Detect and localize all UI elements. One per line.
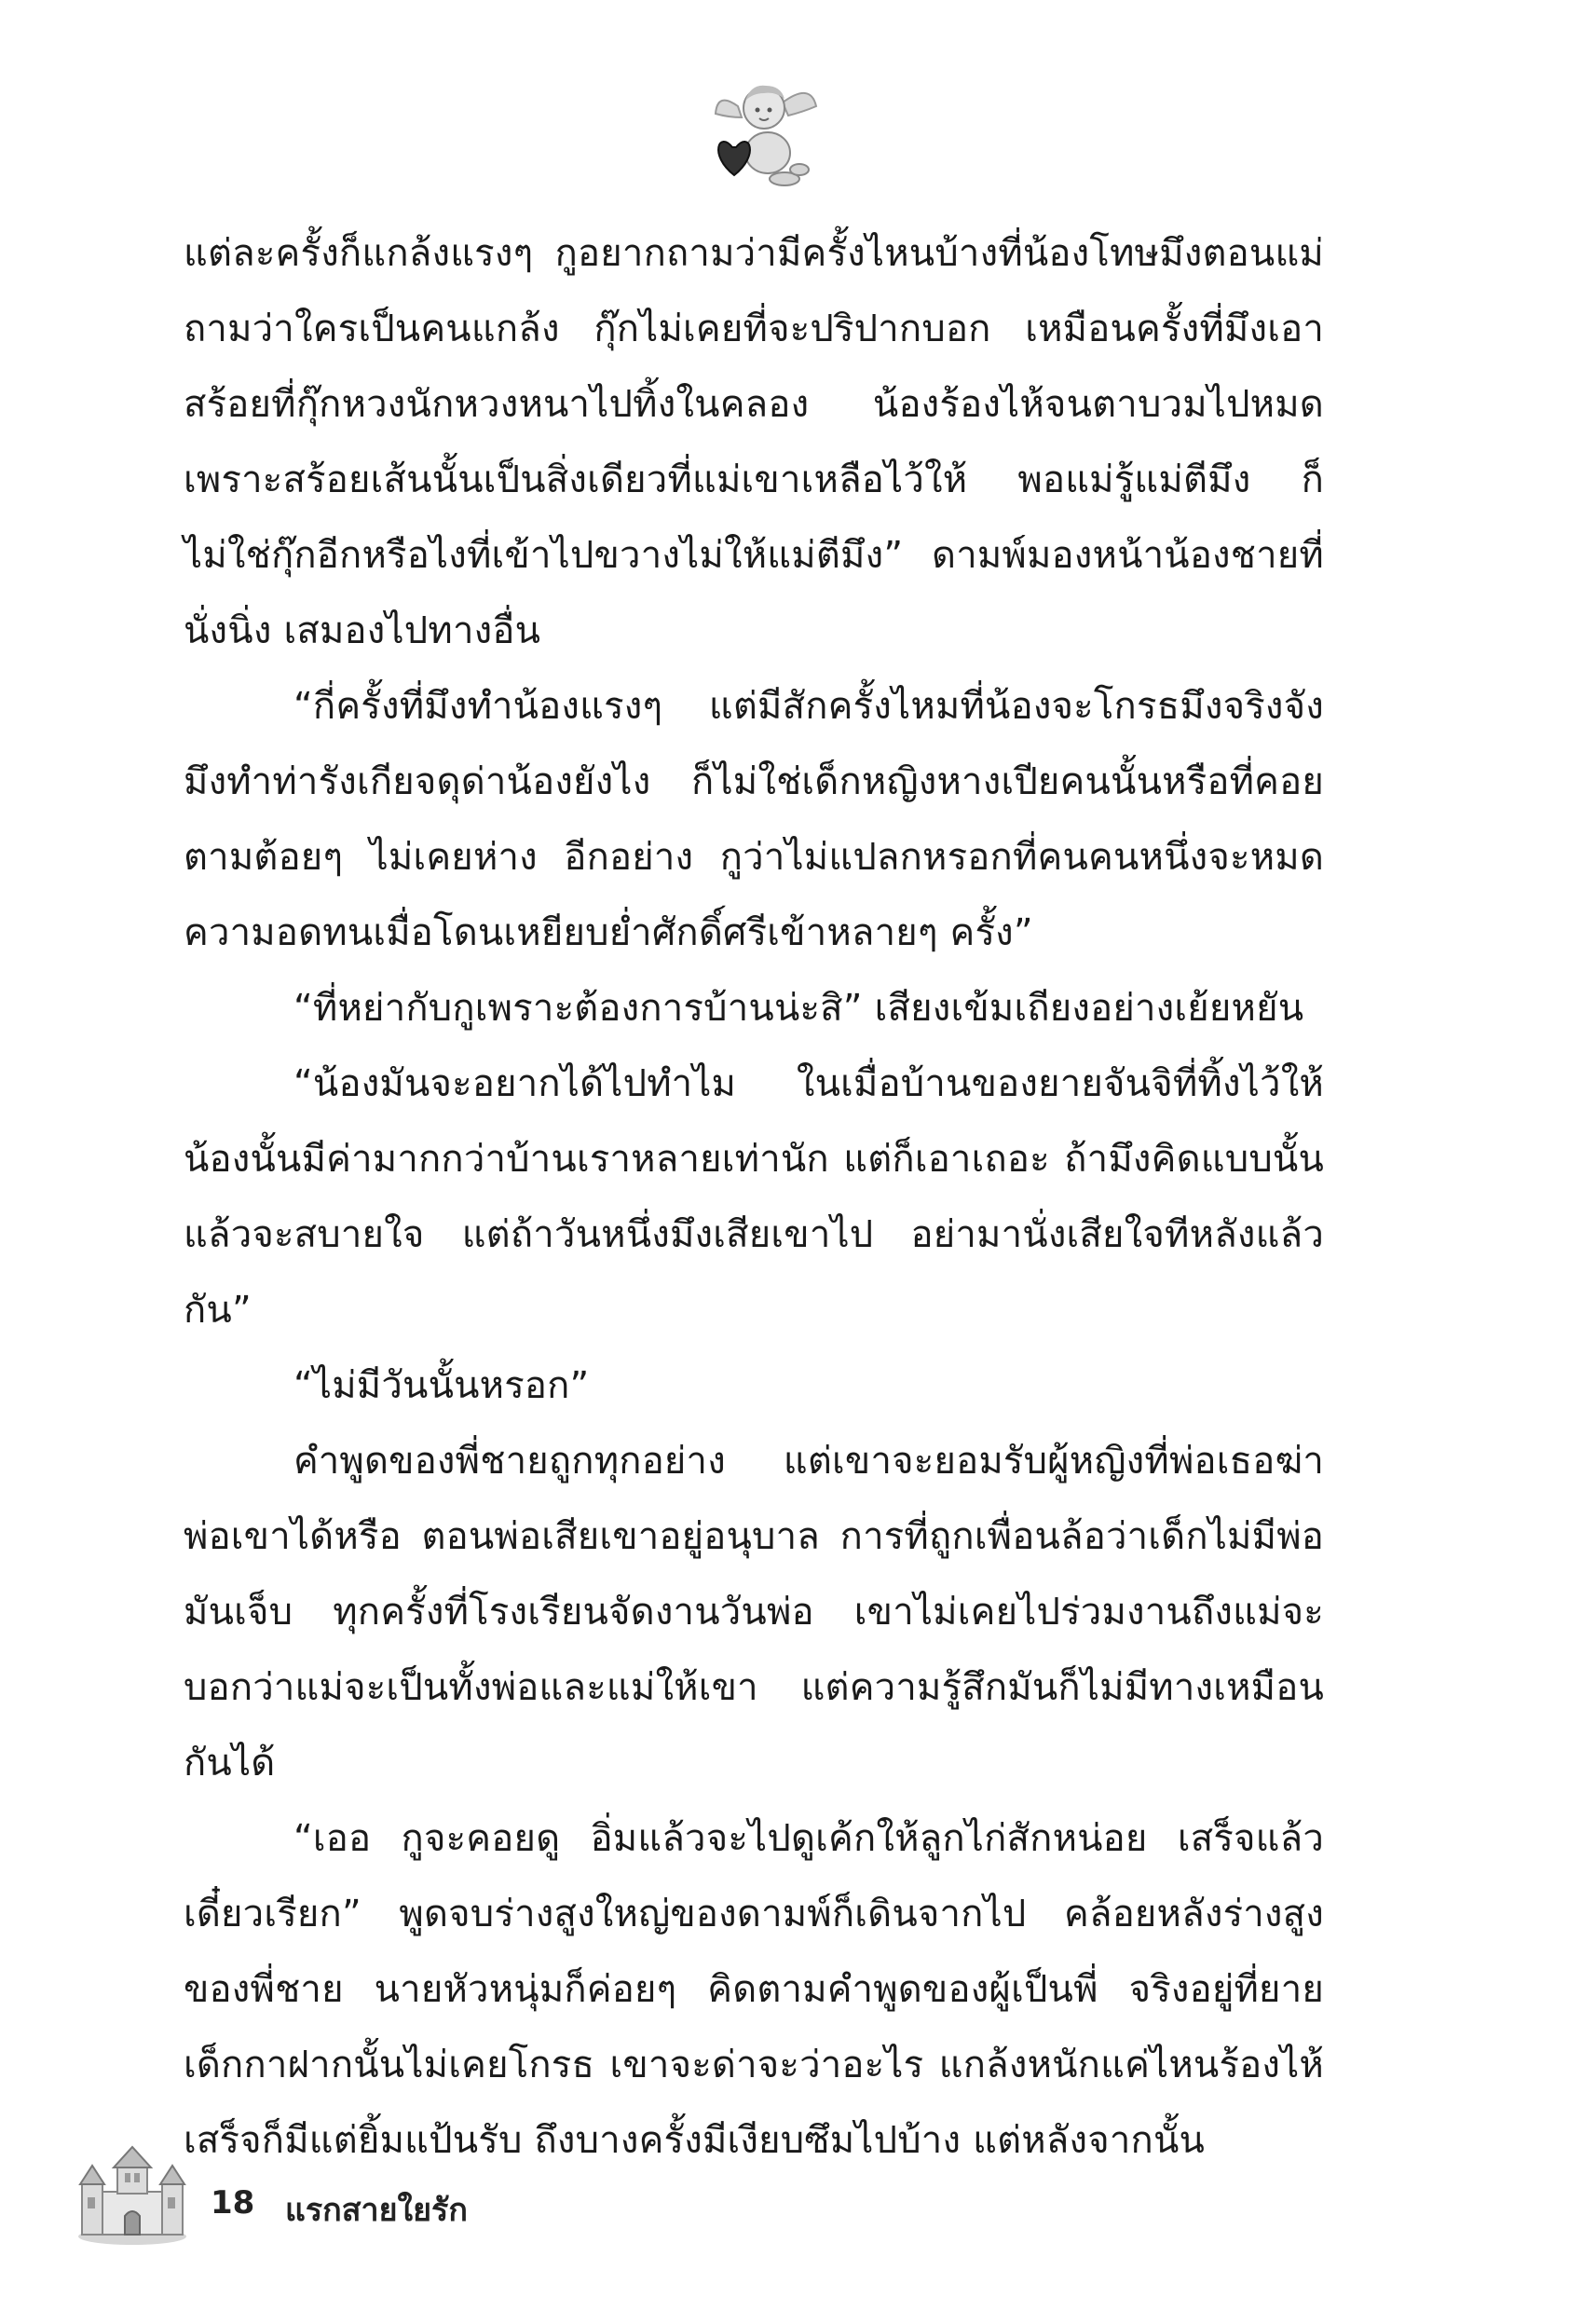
- cupid-heart-icon: [710, 75, 822, 191]
- castle-icon: [75, 2143, 191, 2246]
- paragraph: คำพูดของพี่ชายถูกทุกอย่าง แต่เขาจะยอมรับผู้หญิงที่พ่อเธอฆ่าพ่อเขาได้หรือ ตอนพ่อเสียเขาอยู่อนุบาล การที่ถูกเพื่อนล้อว่าเด็กไม่มีพ่อมันเจ็บ ทุกครั้งที่โรงเรียนจัดงานวันพ่อ เขาไม่เคยไปร่วมงานถึงแม่จะบอกว่าแม่จะเป็นทั้งพ่อและแม่ให้เขา แต่ความรู้สึกมันก็ไม่มีทางเหมือนกันได้: [184, 1440, 1324, 1785]
- page-body: [184, 216, 1324, 2179]
- paragraph: แต่ละครั้งก็แกล้งแรงๆ กูอยากถามว่ามีครั้งไหนบ้างที่น้องโทษมึงตอนแม่ถามว่าใครเป็นคนแกล้ง กุ๊กไม่เคยที่จะปริปากบอก เหมือนครั้งที่มึงเอาสร้อยที่กุ๊กหวงนักหวงหนาไปทิ้งในคลอง น้องร้องไห้จนตาบวมไปหมด เพราะสร้อยเส้นนั้นเป็นสิ่งเดียวที่แม่เขาเหลือไว้ให้ พอแม่รู้แม่ตีมึง ก็ไม่ใช่กุ๊กอีกหรือไงที่เข้าไปขวางไม่ให้แม่ตีมึง” ดามพ์มองหน้าน้องชายที่นั่งนิ่ง เสมองไปทางอื่น: [184, 232, 1324, 652]
- paragraph: “ไม่มีวันนั้นหรอก”: [293, 1364, 590, 1407]
- page-number: 18: [211, 2184, 255, 2222]
- paragraph: “น้องมันจะอยากได้ไปทำไม ในเมื่อบ้านของยายจันจิที่ทิ้งไว้ให้น้องนั้นมีค่ามากกว่าบ้านเราหลายเท่านัก แต่ก็เอาเถอะ ถ้ามึงคิดแบบนั้นแล้วจะสบายใจ แต่ถ้าวันหนึ่งมึงเสียเขาไป อย่ามานั่งเสียใจทีหลังแล้วกัน”: [184, 1062, 1324, 1332]
- page-footer: [75, 2143, 634, 2246]
- paragraph: “เออ กูจะคอยดู อิ่มแล้วจะไปดูเค้กให้ลูกไก่สักหน่อย เสร็จแล้วเดี๋ยวเรียก” พูดจบร่างสูงใหญ่ของดามพ์ก็เดินจากไป คล้อยหลังร่างสูงของพี่ชาย นายหัวหนุ่มก็ค่อยๆ คิดตามคำพูดของผู้เป็นพี่ จริงอยู่ที่ยายเด็กกาฝากนั้นไม่เคยโกรธ เขาจะด่าจะว่าอะไร แกล้งหนักแค่ไหนร้องไห้เสร็จก็มีแต่ยิ้มแป้นรับ ถึงบางครั้งมีเงียบซึมไปบ้าง แต่หลังจากนั้น: [184, 1817, 1324, 2162]
- paragraph: “ที่หย่ากับกูเพราะต้องการบ้านน่ะสิ” เสียงเข้มเถียงอย่างเย้ยหยัน: [293, 987, 1304, 1030]
- paragraph: “กี่ครั้งที่มึงทำน้องแรงๆ แต่มีสักครั้งไหมที่น้องจะโกรธมึงจริงจังมึงทำท่ารังเกียจดุด่าน้องยังไง ก็ไม่ใช่เด็กหญิงหางเปียคนนั้นหรือที่คอยตามต้อยๆ ไม่เคยห่าง อีกอย่าง กูว่าไม่แปลกหรอกที่คนคนหนึ่งจะหมดความอดทนเมื่อโดนเหยียบย่ำศักดิ์ศรีเข้าหลายๆ ครั้ง”: [184, 685, 1324, 954]
- book-title: แรกสายใยรัก: [285, 2192, 468, 2229]
